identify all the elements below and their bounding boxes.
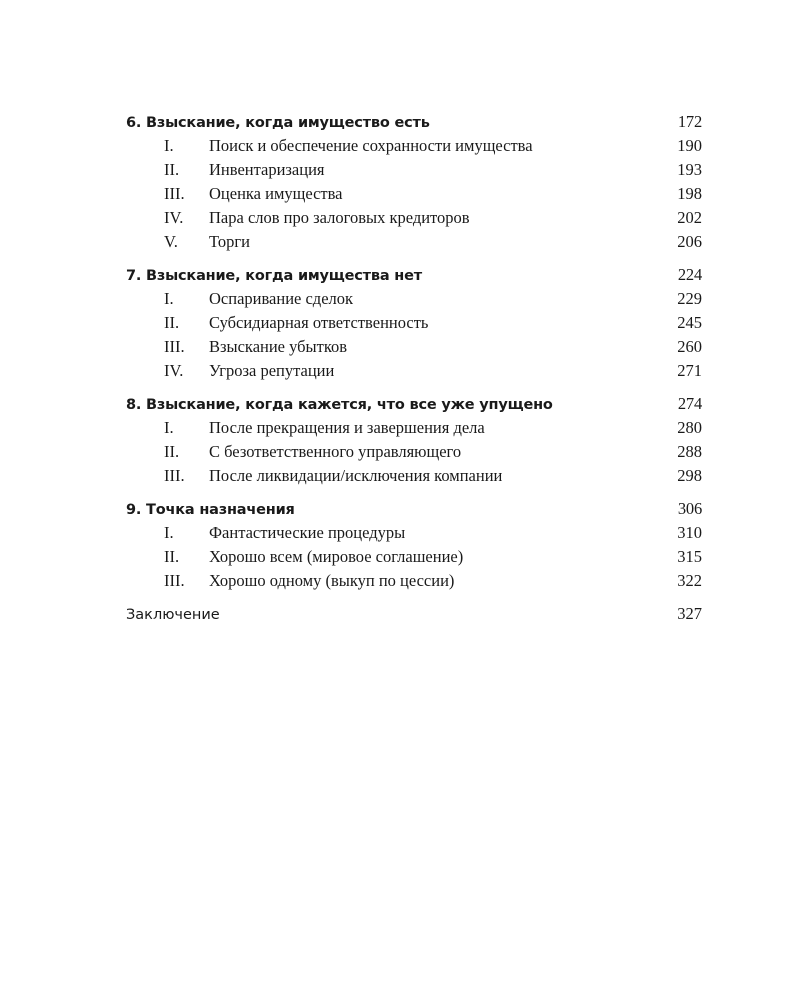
section-title: Угроза репутации xyxy=(209,361,335,380)
toc-entry[interactable] xyxy=(126,335,702,359)
section-number: I. xyxy=(164,418,174,437)
chapter-8 xyxy=(126,392,702,488)
chapter-heading[interactable] xyxy=(126,497,702,521)
section-number: III. xyxy=(164,184,185,203)
toc-entry[interactable] xyxy=(126,464,702,488)
section-number: III. xyxy=(164,337,185,356)
section-title: Фантастические процедуры xyxy=(209,523,406,542)
chapter-heading[interactable] xyxy=(126,110,702,134)
section-number: I. xyxy=(164,136,174,155)
chapter-heading[interactable] xyxy=(126,392,702,416)
chapter-title: 6. Взыскание, когда имущество есть xyxy=(126,115,430,131)
section-page-number: 206 xyxy=(677,232,702,251)
section-number: II. xyxy=(164,160,180,179)
section-title: Оценка имущества xyxy=(209,184,343,203)
toc-entry[interactable] xyxy=(126,230,702,254)
toc-entry[interactable] xyxy=(126,569,702,593)
chapter-6 xyxy=(126,110,702,254)
section-number: I. xyxy=(164,289,174,308)
toc-entry[interactable] xyxy=(126,134,702,158)
section-page-number: 229 xyxy=(677,289,702,308)
section-page-number: 198 xyxy=(677,184,702,203)
conclusion-page-number: 327 xyxy=(677,604,702,623)
chapter-page-number: 172 xyxy=(677,112,702,131)
chapter-title: 9. Точка назначения xyxy=(126,502,295,518)
section-title: После ликвидации/исключения компании xyxy=(209,466,503,485)
section-page-number: 280 xyxy=(677,418,702,437)
section-number: IV. xyxy=(164,361,184,380)
section-number: IV. xyxy=(164,208,184,227)
chapter-page-number: 224 xyxy=(677,265,702,284)
section-number: III. xyxy=(164,571,185,590)
toc-entry[interactable] xyxy=(126,206,702,230)
toc-entry[interactable] xyxy=(126,287,702,311)
toc-entry[interactable] xyxy=(126,521,702,545)
section-number: II. xyxy=(164,547,180,566)
toc-entry[interactable] xyxy=(126,545,702,569)
section-page-number: 288 xyxy=(677,442,702,461)
section-page-number: 298 xyxy=(677,466,702,485)
chapter-page-number: 274 xyxy=(677,394,702,413)
section-title: Пара слов про залоговых кредиторов xyxy=(209,208,470,227)
section-title: Хорошо одному (выкуп по цессии) xyxy=(209,571,455,590)
section-title: Поиск и обеспечение сохранности имущества xyxy=(209,136,533,155)
section-number: III. xyxy=(164,466,185,485)
section-number: II. xyxy=(164,313,180,332)
chapter-9 xyxy=(126,497,702,593)
toc-entry[interactable] xyxy=(126,311,702,335)
section-title: Торги xyxy=(209,232,250,251)
chapter-title: 8. Взыскание, когда кажется, что все уже упущено xyxy=(126,397,553,413)
chapter-page-number: 306 xyxy=(677,499,702,518)
conclusion-title: Заключение xyxy=(126,607,220,623)
section-title: С безответственного управляющего xyxy=(209,442,462,461)
section-page-number: 190 xyxy=(677,136,702,155)
section-page-number: 310 xyxy=(677,523,702,542)
chapter-7 xyxy=(126,263,702,383)
table-of-contents xyxy=(126,110,702,626)
section-page-number: 193 xyxy=(677,160,702,179)
section-title: Инвентаризация xyxy=(209,160,325,179)
section-title: Хорошо всем (мировое соглашение) xyxy=(209,547,464,566)
section-page-number: 271 xyxy=(677,361,702,380)
section-page-number: 245 xyxy=(677,313,702,332)
section-page-number: 260 xyxy=(677,337,702,356)
section-title: Взыскание убытков xyxy=(209,337,348,356)
toc-entry[interactable] xyxy=(126,182,702,206)
section-page-number: 202 xyxy=(677,208,702,227)
chapter-heading[interactable] xyxy=(126,263,702,287)
section-number: V. xyxy=(164,232,178,251)
section-page-number: 315 xyxy=(677,547,702,566)
conclusion-entry[interactable] xyxy=(126,602,702,626)
section-title: После прекращения и завершения дела xyxy=(209,418,485,437)
toc-entry[interactable] xyxy=(126,359,702,383)
section-title: Оспаривание сделок xyxy=(209,289,354,308)
section-number: II. xyxy=(164,442,180,461)
toc-entry[interactable] xyxy=(126,416,702,440)
toc-entry[interactable] xyxy=(126,440,702,464)
toc-entry[interactable] xyxy=(126,158,702,182)
section-number: I. xyxy=(164,523,174,542)
chapter-title: 7. Взыскание, когда имущества нет xyxy=(126,268,422,284)
section-page-number: 322 xyxy=(677,571,702,590)
section-title: Субсидиарная ответственность xyxy=(209,313,429,332)
